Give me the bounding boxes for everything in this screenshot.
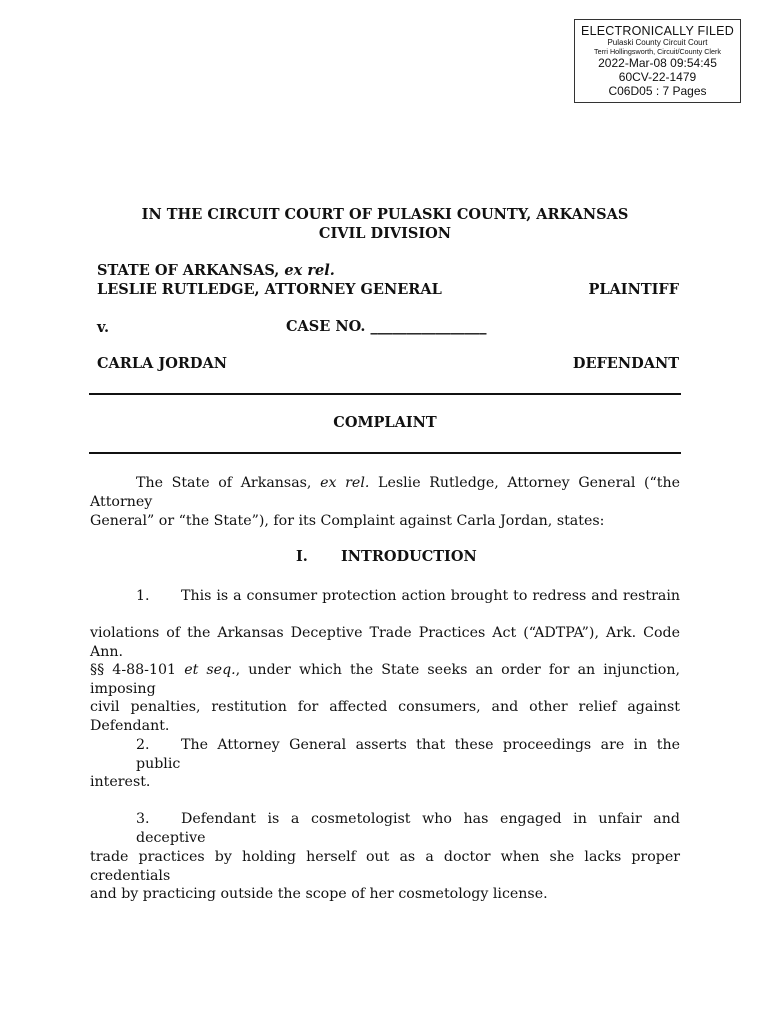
versus-label: v. [97,319,110,336]
intro-line2: General” or “the State”), for its Complaint against Carla Jordan, states: [90,513,605,529]
intro-line1: The State of Arkansas, ex rel. Leslie Rutledge, Attorney General (“the Attorney [90,475,681,510]
caption-divider-bottom [89,452,681,454]
paragraph-3-line3: and by practicing outside the scope of her cosmetology license. [90,886,548,902]
stamp-title: ELECTRONICALLY FILED [581,24,734,38]
plaintiff-name-line2: LESLIE RUTLEDGE, ATTORNEY GENERAL [97,281,442,298]
plaintiff-state: STATE OF ARKANSAS, [97,262,280,279]
paragraph-3-line2: trade practices by holding herself out as a doctor when she lacks proper credentials [90,849,680,884]
paragraph-number: 1. [136,588,150,604]
division-heading: CIVIL DIVISION [318,225,452,242]
electronic-filing-stamp [574,19,741,103]
caption-divider-top [89,393,681,395]
stamp-pages: C06D05 : 7 Pages [608,84,707,98]
paragraph-number: 2. [136,737,150,753]
paragraph-1-line3: §§ 4-88-101 et seq., under which the State seeks an order for an injunction, imposing [90,662,680,697]
defendant-role: DEFENDANT [572,355,679,372]
paragraph-1-line2: violations of the Arkansas Deceptive Trade Practices Act (“ADTPA”), Ark. Code Ann. [90,625,680,660]
plaintiff-name-line1 [97,262,335,279]
section-title: INTRODUCTION [341,548,477,565]
stamp-court: Pulaski County Circuit Court [607,38,708,47]
paragraph-2-line1: 2. The Attorney General asserts that these proceedings are in the public [136,737,680,772]
paragraph-1-line4: civil penalties, restitution for affected consumers, and other relief against Defendant. [90,699,680,734]
case-number-field: CASE NO. ________________ [286,318,487,335]
et-seq: et seq. [184,662,236,678]
intro-ex-rel: ex rel. [320,475,370,491]
defendant-name: CARLA JORDAN [97,355,227,372]
plaintiff-ex-rel: ex rel. [284,262,335,279]
stamp-case-number: 60CV-22-1479 [618,70,697,84]
document-title: COMPLAINT [333,414,437,431]
paragraph-1-line1: 1. This is a consumer protection action brought to redress and restrain [136,588,680,604]
paragraph-2-line2: interest. [90,774,151,790]
stamp-clerk: Terri Hollingsworth, Circuit/County Clerk [593,47,721,56]
plaintiff-role: PLAINTIFF [588,281,679,298]
paragraph-3-line1: 3. Defendant is a cosmetologist who has engaged in unfair and deceptive [136,811,680,846]
stamp-datetime: 2022-Mar-08 09:54:45 [598,56,717,70]
paragraph-number: 3. [136,811,150,827]
section-number: I. [296,548,308,565]
court-heading: IN THE CIRCUIT COURT OF PULASKI COUNTY, ARKANSAS [141,206,629,223]
